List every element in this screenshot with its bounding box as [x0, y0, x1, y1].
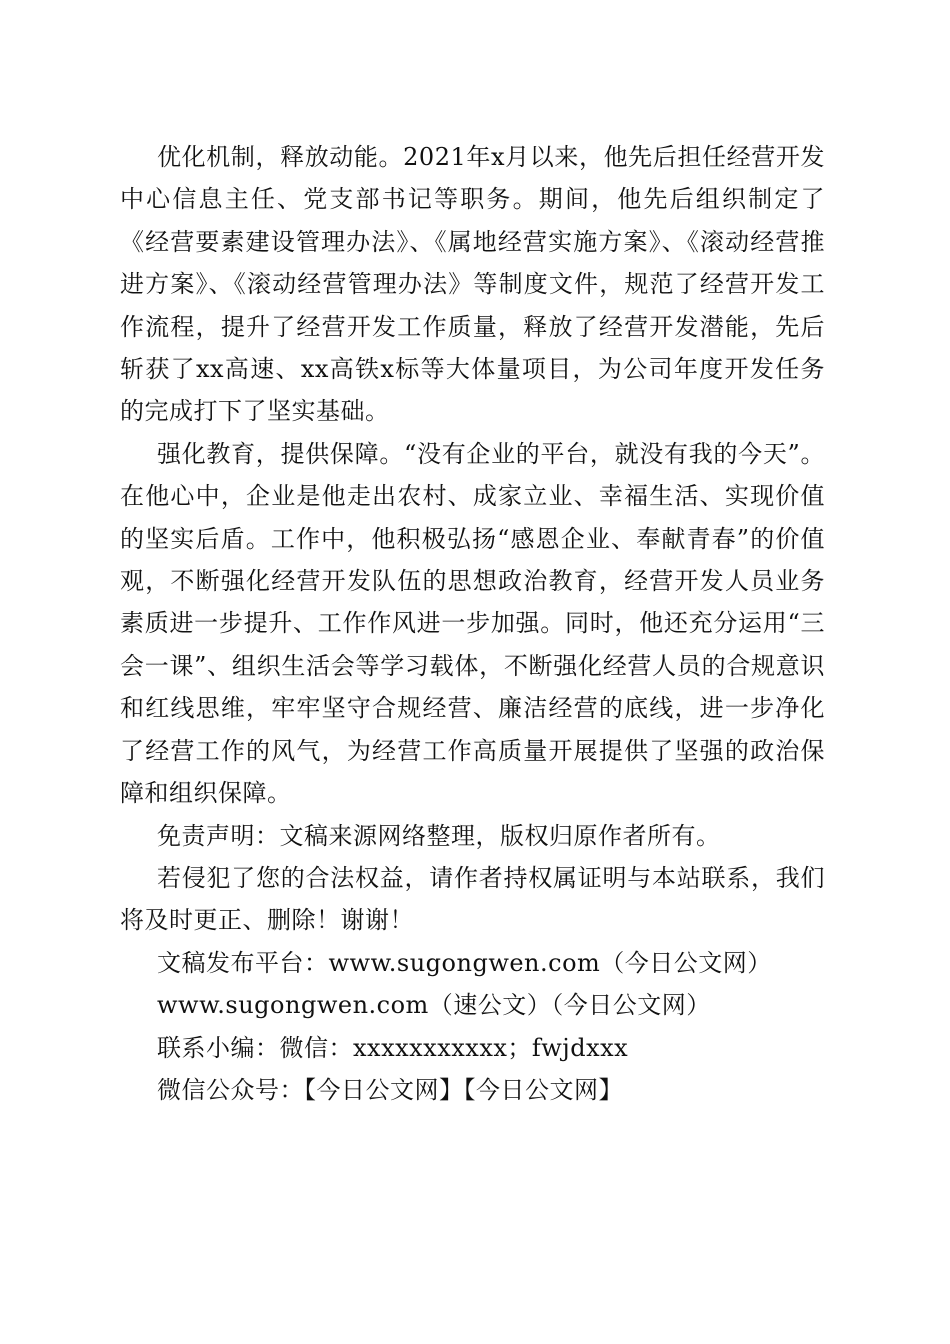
- document-body: [120, 136, 825, 1111]
- website-line: www.sugongwen.com（速公文）（今日公文网）: [157, 991, 711, 1020]
- disclaimer-text: 免责声明：文稿来源网络整理，版权归原作者所有。: [157, 821, 721, 850]
- paragraph-optimize-mechanism: 优化机制，释放动能。2021年x月以来，他先后担任经营开发中心信息主任、党支部书记等职务。期间，他先后组织制定了《经营要素建设管理办法》、《属地经营实施方案》、《滚动经营推进方案》、《滚动经营管理办法》等制度文件，规范了经营开发工作流程，提升了经营开发工作质量，释放了经营开发潜能，先后斩获了xx高速、xx高铁x标等大体量项目，为公司年度开发任务的完成打下了坚实基础。: [120, 143, 825, 426]
- infringement-notice: 若侵犯了您的合法权益，请作者持权属证明与本站联系，我们将及时更正、删除！谢谢！: [120, 863, 825, 935]
- wechat-account-line: 微信公众号：【今日公文网】【今日公文网】: [157, 1075, 623, 1104]
- contact-editor-line: 联系小编：微信：xxxxxxxxxxx；fwjdxxx: [157, 1033, 629, 1062]
- paragraph-strengthen-education: 强化教育，提供保障。“没有企业的平台，就没有我的今天”。在他心中，企业是他走出农村、成家立业、幸福生活、实现价值的坚实后盾。工作中，他积极弘扬“感恩企业、奉献青春”的价值观，不断强化经营开发队伍的思想政治教育，经营开发人员业务素质进一步提升、工作作风进一步加强。同时，他还充分运用“三会一课”、组织生活会等学习载体，不断强化经营人员的合规意识和红线思维，牢牢坚守合规经营、廉洁经营的底线，进一步净化了经营工作的风气，为经营工作高质量开展提供了坚强的政治保障和组织保障。: [120, 439, 825, 808]
- publishing-platform-line: 文稿发布平台：www.sugongwen.com（今日公文网）: [157, 948, 772, 977]
